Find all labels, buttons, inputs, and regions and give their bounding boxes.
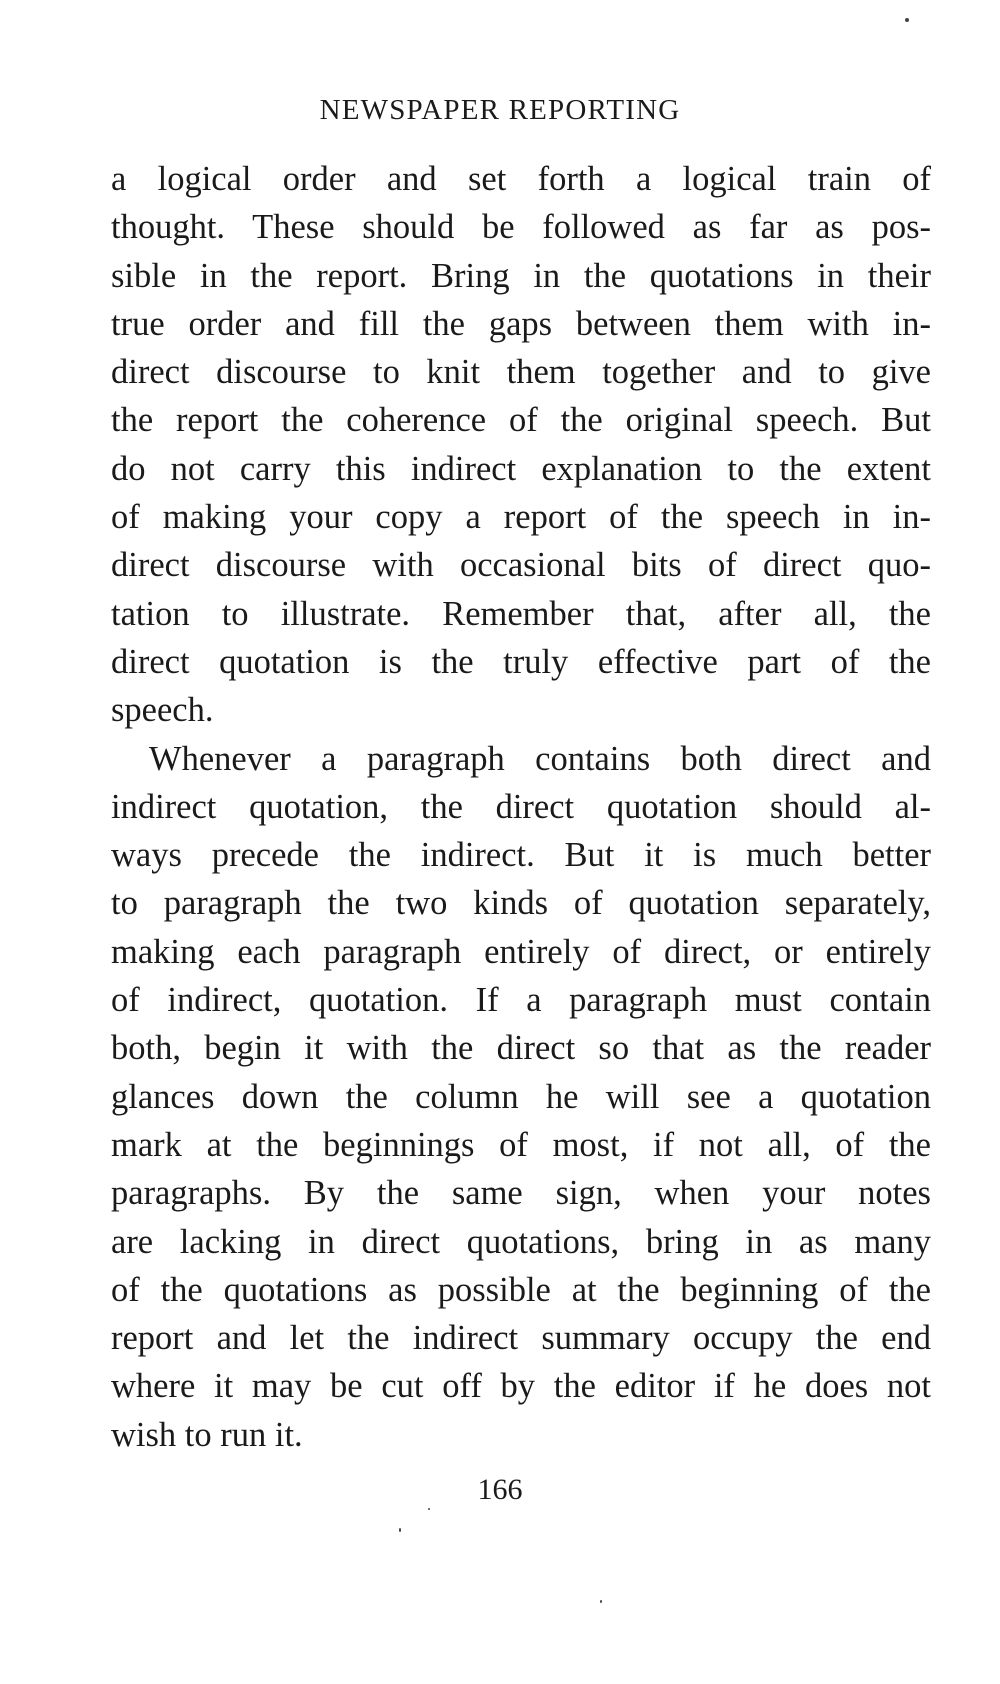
text-line: indirect quotation, the direct quotation should al- (111, 787, 931, 826)
text-line: paragraphs. By the same sign, when your notes (111, 1174, 931, 1213)
text-line: a logical order and set forth a logical train of (111, 160, 931, 198)
scan-speck (428, 1508, 430, 1510)
text-line: wish to run it. (111, 1415, 303, 1454)
text-line: speech. (111, 691, 214, 730)
text-line: direct quotation is the truly effective part of the (111, 642, 931, 681)
text-line: sible in the report. Bring in the quotations in their (111, 256, 931, 295)
scan-speck (399, 1528, 401, 1532)
text-line: the report the coherence of the original speech. But (111, 401, 931, 440)
text-line: to paragraph the two kinds of quotation separately, (111, 884, 931, 923)
text-line: Whenever a paragraph contains both direct and (149, 739, 931, 778)
text-line: true order and fill the gaps between them with in- (111, 304, 931, 343)
page-number: 166 (477, 1473, 523, 1506)
paragraph-2 (111, 735, 931, 1459)
text-line: making each paragraph entirely of direct, or entirely (111, 932, 931, 971)
text-line: both, begin it with the direct so that as the reader (111, 1029, 931, 1068)
running-head: NEWSPAPER REPORTING (319, 94, 681, 126)
text-line: do not carry this indirect explanation to the extent (111, 449, 931, 488)
text-line: report and let the indirect summary occupy the end (111, 1319, 931, 1358)
text-line: direct discourse to knit them together and to give (111, 353, 931, 392)
text-line: where it may be cut off by the editor if he does not (111, 1367, 931, 1406)
text-line: of the quotations as possible at the beginning of the (111, 1270, 931, 1309)
text-line: of making your copy a report of the speech in in- (111, 498, 931, 537)
scan-speck (600, 1600, 602, 1603)
text-line: mark at the beginnings of most, if not all, of the (111, 1125, 931, 1164)
text-line: of indirect, quotation. If a paragraph must contain (111, 981, 931, 1020)
text-line: tation to illustrate. Remember that, after all, the (111, 594, 931, 633)
text-line: glances down the column he will see a quotation (111, 1077, 931, 1116)
text-line: are lacking in direct quotations, bring in as many (111, 1222, 931, 1261)
scan-speck (905, 18, 909, 22)
text-line: direct discourse with occasional bits of direct quo- (111, 546, 931, 585)
paragraph-1 (111, 155, 931, 735)
text-line: thought. These should be followed as far as pos- (111, 208, 931, 247)
body-text (111, 155, 931, 1459)
text-line: ways precede the indirect. But it is much better (111, 836, 931, 875)
